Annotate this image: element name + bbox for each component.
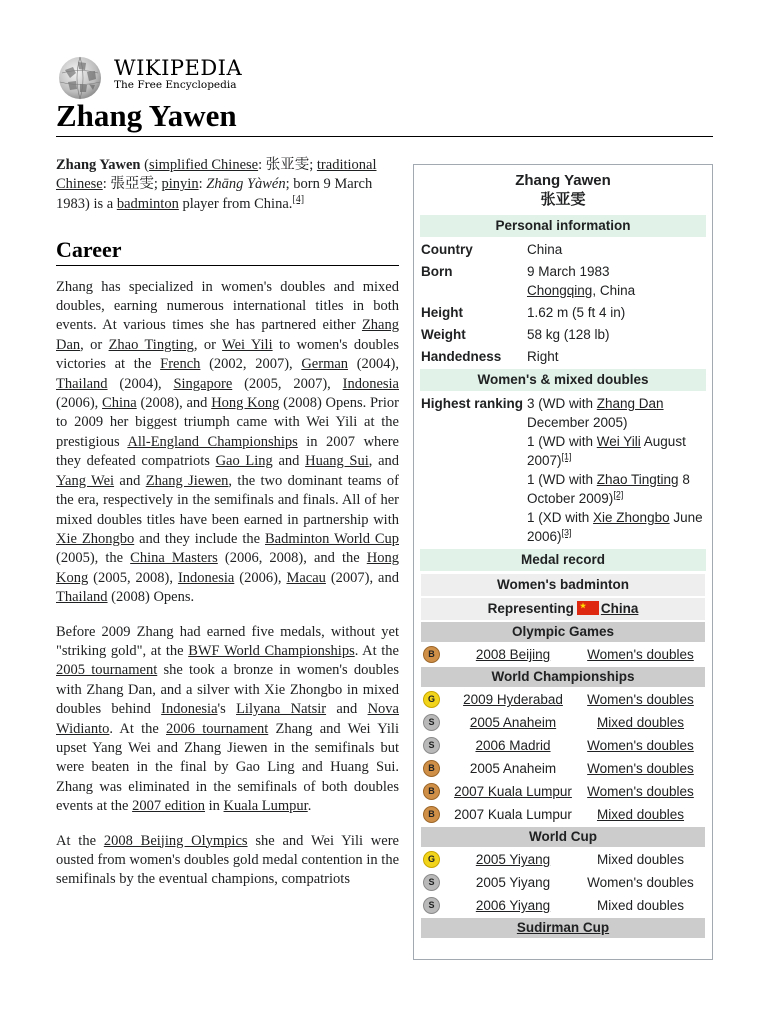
medal-place[interactable]: 2007 Kuala Lumpur xyxy=(454,784,572,799)
wikipedia-tagline: The Free Encyclopedia xyxy=(114,79,237,91)
reference-3[interactable]: [3] xyxy=(561,527,572,538)
ranking-item xyxy=(527,508,706,546)
medal-event-cell xyxy=(576,805,705,824)
medal-place: 2007 Kuala Lumpur xyxy=(454,807,572,822)
medal-sport: Women's badminton xyxy=(421,574,705,596)
text: in 2007 where they defeated compatriots xyxy=(56,433,399,470)
medal-row xyxy=(421,644,705,665)
medal-event-cell xyxy=(576,759,705,778)
career-paragraph-3 xyxy=(56,832,399,890)
text: 1 (WD with xyxy=(527,472,597,487)
medal-place[interactable]: 2006 Madrid xyxy=(475,738,551,753)
medal-event[interactable]: Mixed doubles xyxy=(596,807,685,822)
medal-row xyxy=(421,872,705,893)
text: December 2005) xyxy=(527,415,628,430)
medal-row xyxy=(421,712,705,733)
medal-row xyxy=(421,735,705,756)
medal-place-cell xyxy=(450,873,576,892)
medal-event[interactable]: Women's doubles xyxy=(587,784,694,799)
link-nova-widianto[interactable]: Nova Widianto xyxy=(56,701,399,737)
text: , China xyxy=(592,283,636,298)
medal-icon: B xyxy=(423,783,440,800)
doubles-header: Women's & mixed doubles xyxy=(420,369,706,391)
medal-event-header: World Cup xyxy=(421,827,705,847)
infobox-row-country xyxy=(420,240,706,259)
link-china-team[interactable]: China xyxy=(600,601,639,616)
pinyin-value: Zhāng Yàwén xyxy=(206,176,286,193)
link-badminton-world-cup[interactable]: Badminton World Cup xyxy=(264,530,400,547)
reference-1[interactable]: [1] xyxy=(561,451,572,462)
link-zhao-tingting[interactable]: Zhao Tingting xyxy=(108,336,194,353)
link-thailand-open-2[interactable]: Thailand xyxy=(56,589,108,606)
link-chongqing[interactable]: Chongqing xyxy=(527,283,593,298)
link-ranking-partner[interactable]: Wei Yili xyxy=(596,434,641,449)
link-all-england[interactable]: All-England Championships xyxy=(127,433,298,450)
text: . xyxy=(307,798,312,815)
ranking-list xyxy=(527,394,706,546)
medal-event: Mixed doubles xyxy=(596,852,685,867)
medal-row xyxy=(421,849,705,870)
medal-row xyxy=(421,804,705,825)
medal-event: Women's doubles xyxy=(587,875,694,890)
link-china-open[interactable]: China xyxy=(102,395,137,412)
text: to women's doubles victories at the xyxy=(56,336,399,373)
text: Before 2009 Zhang had earned five medals, without yet "striking gold", at the xyxy=(56,623,399,659)
text: 1 (WD with xyxy=(527,434,597,449)
medal-place-cell xyxy=(450,896,576,915)
text: and xyxy=(272,453,306,470)
medal-place[interactable]: 2006 Yiyang xyxy=(475,898,551,913)
birth-date: 9 March 1983 xyxy=(527,264,610,279)
reference-2[interactable]: [2] xyxy=(613,489,624,500)
text: and they include the xyxy=(134,530,265,547)
page-title: Zhang Yawen xyxy=(56,98,237,133)
link-2007-edition[interactable]: 2007 edition xyxy=(132,798,206,815)
text: . At the xyxy=(109,720,167,737)
ranking-item xyxy=(527,470,706,508)
medal-place-cell xyxy=(450,736,576,755)
text: , or xyxy=(80,336,109,353)
intro-paragraph xyxy=(56,156,399,214)
text: (2002, 2007), xyxy=(200,356,302,373)
link-zhang-dan[interactable]: Zhang Dan xyxy=(56,317,399,353)
medal-event[interactable]: Women's doubles xyxy=(587,738,694,753)
medal-place-cell xyxy=(450,850,576,869)
medal-icon: S xyxy=(423,874,440,891)
china-flag-icon: ★ xyxy=(577,601,599,615)
infobox-value: 1.62 m (5 ft 4 in) xyxy=(527,305,626,320)
text: (2005), the xyxy=(56,550,131,567)
career-paragraph-2 xyxy=(56,623,399,817)
medal-place-cell xyxy=(450,713,576,732)
wikipedia-logo[interactable] xyxy=(56,54,256,96)
infobox-label: Highest ranking xyxy=(421,396,524,411)
infobox-native-name: 张亚雯 xyxy=(540,191,586,208)
medal-place: 2005 Anaheim xyxy=(469,761,557,776)
subject-name: Zhang Yawen xyxy=(56,157,141,173)
text: 8 October 2009) xyxy=(527,472,690,506)
text: (2006), xyxy=(56,395,103,412)
medal-events xyxy=(420,622,706,938)
medal-record-header: Medal record xyxy=(420,549,706,571)
text: 's xyxy=(217,701,237,718)
medal-icon: B xyxy=(423,806,440,823)
infobox-label: Handedness xyxy=(421,349,502,364)
medal-place[interactable]: 2008 Beijing xyxy=(475,647,551,662)
text: June 2006) xyxy=(527,510,703,544)
link-simplified-chinese[interactable]: simplified Chinese xyxy=(148,157,259,173)
link-badminton[interactable]: badminton xyxy=(116,195,179,212)
medal-event[interactable]: Mixed doubles xyxy=(596,715,685,730)
medal-place: 2005 Yiyang xyxy=(475,875,551,890)
medal-place[interactable]: 2005 Anaheim xyxy=(469,715,557,730)
link-french-open[interactable]: French xyxy=(160,356,201,373)
infobox-row-highest-ranking xyxy=(420,394,706,546)
medal-event[interactable]: Women's doubles xyxy=(587,647,694,662)
medal-event-cell xyxy=(576,690,705,709)
infobox-label: Weight xyxy=(421,327,466,342)
personal-information-header: Personal information xyxy=(420,215,706,237)
medal-icon: S xyxy=(423,897,440,914)
medal-place-cell xyxy=(450,782,576,801)
text: ( xyxy=(140,157,149,173)
link-ranking-partner[interactable]: Zhao Tingting xyxy=(596,472,679,487)
section-heading-career: Career xyxy=(56,240,399,265)
text: (2004), xyxy=(348,356,399,373)
text: (2008), and xyxy=(136,395,212,412)
text: (2005, 2008), xyxy=(88,569,178,586)
text: Representing xyxy=(487,601,574,616)
career-paragraph-1 xyxy=(56,278,399,608)
link-lilyana-natsir[interactable]: Lilyana Natsir xyxy=(236,701,327,718)
text: (2004), xyxy=(107,375,174,392)
ranking-item xyxy=(527,394,706,432)
infobox-value: Right xyxy=(527,349,559,364)
text: , or xyxy=(193,336,223,353)
medal-record xyxy=(420,574,706,938)
link-2008-beijing-olympics[interactable]: 2008 Beijing Olympics xyxy=(103,832,248,849)
text: . At the xyxy=(354,642,399,659)
medal-icon: S xyxy=(423,714,440,731)
medal-place-cell xyxy=(450,759,576,778)
text: , and xyxy=(368,453,400,470)
infobox-row-weight xyxy=(420,325,706,344)
medal-event: Mixed doubles xyxy=(596,898,685,913)
text: ; born 9 March 1983) is a xyxy=(56,176,373,212)
link-ranking-partner[interactable]: Xie Zhongbo xyxy=(593,510,670,525)
link-singapore-open[interactable]: Singapore xyxy=(173,375,233,392)
infobox-name: Zhang Yawen xyxy=(515,172,611,189)
link-kuala-lumpur[interactable]: Kuala Lumpur xyxy=(223,798,308,815)
medal-row xyxy=(421,689,705,710)
text: : 張亞雯; xyxy=(102,176,162,193)
medal-row xyxy=(421,895,705,916)
medal-event-cell xyxy=(576,873,705,892)
medal-event-cell xyxy=(576,850,705,869)
text: she and Wei Yili were ousted from women's doubles gold medal contention in the semifinals by the eventual champions, compatriots xyxy=(56,832,399,888)
link-indonesia-open-2[interactable]: Indonesia xyxy=(177,569,235,586)
medal-icon: B xyxy=(423,760,440,777)
infobox-row-handedness xyxy=(420,347,706,366)
medal-representing xyxy=(421,598,705,620)
link-indonesia-open[interactable]: Indonesia xyxy=(342,375,399,392)
infobox-row-height xyxy=(420,303,706,322)
text: : 张亚雯; xyxy=(258,157,317,173)
medal-row xyxy=(421,781,705,802)
reference-4[interactable]: [4] xyxy=(292,193,305,205)
link-german-open[interactable]: German xyxy=(301,356,349,373)
medal-icon: B xyxy=(423,646,440,663)
link-gao-ling[interactable]: Gao Ling xyxy=(215,453,273,470)
text: 1 (XD with xyxy=(527,510,594,525)
text: she took a bronze in women's doubles with Zhang Dan, and a silver with Xie Zhongbo in mixed doubles behind xyxy=(56,662,399,718)
text: (2008) Opens. Prior to 2009 her biggest triumph came with Wei Yili at the prestigious xyxy=(56,395,399,450)
text: player from China. xyxy=(178,195,293,212)
medal-place-cell xyxy=(450,690,576,709)
link-zhang-jiewen[interactable]: Zhang Jiewen xyxy=(145,472,229,489)
link-hong-kong-open-2[interactable]: Hong Kong xyxy=(56,550,399,586)
text: 3 (WD with xyxy=(527,396,597,411)
text: Zhang and Wei Yili upset Yang Wei and Zhang Jiewen in the semifinals but were beaten in the final by Gao Ling and Huang Sui. Zhang was eliminated in the semifinals of both doubles events at the xyxy=(56,720,399,815)
link-china-masters[interactable]: China Masters xyxy=(130,550,218,567)
birth-place xyxy=(527,281,706,300)
medal-event-cell xyxy=(576,713,705,732)
infobox-row-born xyxy=(420,262,706,300)
wikipedia-globe-icon xyxy=(56,54,104,100)
medal-place-cell xyxy=(450,805,576,824)
link-thailand-open[interactable]: Thailand xyxy=(56,375,108,392)
text: Zhang has specialized in women's doubles and mixed doubles, earning numerous international titles in both events. At various times she has partnered either xyxy=(56,278,399,334)
medal-icon: S xyxy=(423,737,440,754)
text: and xyxy=(114,472,146,489)
infobox-value: China xyxy=(527,242,563,257)
link-indonesia[interactable]: Indonesia xyxy=(161,701,218,718)
text: (2007), and xyxy=(325,569,399,586)
infobox xyxy=(413,164,713,960)
link-macau-open[interactable]: Macau xyxy=(286,569,326,586)
link-huang-sui[interactable]: Huang Sui xyxy=(305,453,369,470)
ranking-item xyxy=(527,432,706,470)
medal-event-cell xyxy=(576,736,705,755)
link-2006-tournament[interactable]: 2006 tournament xyxy=(166,720,269,737)
title-divider xyxy=(56,136,713,137)
infobox-label: Height xyxy=(421,305,463,320)
link-bwf-world-championships[interactable]: BWF World Championships xyxy=(188,642,355,659)
infobox-label: Born xyxy=(421,264,453,279)
wikipedia-wordmark: WIKIPEDIA xyxy=(114,56,243,80)
medal-event-cell xyxy=(576,782,705,801)
text: At the xyxy=(56,832,104,849)
infobox-title xyxy=(420,171,706,209)
medal-event-header: Olympic Games xyxy=(421,622,705,642)
text: August 2007) xyxy=(527,434,686,468)
text: and xyxy=(326,701,368,718)
medal-event-cell xyxy=(576,645,705,664)
link-2005-tournament[interactable]: 2005 tournament xyxy=(56,662,158,679)
medal-place[interactable]: 2005 Yiyang xyxy=(475,852,551,867)
link-traditional-chinese[interactable]: traditional Chinese xyxy=(56,157,377,193)
medal-event-header: World Championships xyxy=(421,667,705,687)
medal-place-cell xyxy=(450,645,576,664)
medal-event-header[interactable]: Sudirman Cup xyxy=(421,918,705,938)
text: (2006), xyxy=(234,569,287,586)
link-xie-zhongbo[interactable]: Xie Zhongbo xyxy=(56,530,135,547)
article-body xyxy=(56,156,399,905)
medal-row xyxy=(421,758,705,779)
text: : xyxy=(198,176,207,193)
medal-event[interactable]: Women's doubles xyxy=(587,692,694,707)
text: , the two dominant teams of the era, respectively in the semifinals and finals. All of her mixed doubles titles have been earned in partnership with xyxy=(56,472,400,528)
medal-icon: G xyxy=(423,851,440,868)
link-yang-wei[interactable]: Yang Wei xyxy=(56,472,115,489)
medal-icon: G xyxy=(423,691,440,708)
link-wei-yili[interactable]: Wei Yili xyxy=(222,336,273,353)
medal-place[interactable]: 2009 Hyderabad xyxy=(463,692,563,707)
medal-event-cell xyxy=(576,896,705,915)
text: (2005, 2007), xyxy=(232,375,343,392)
text: (2006, 2008), and the xyxy=(217,550,367,567)
infobox-value: 58 kg (128 lb) xyxy=(527,327,610,342)
text: in xyxy=(205,798,224,815)
link-hong-kong-open[interactable]: Hong Kong xyxy=(211,395,280,412)
infobox-label: Country xyxy=(421,242,473,257)
link-ranking-partner[interactable]: Zhang Dan xyxy=(596,396,664,411)
link-pinyin[interactable]: pinyin xyxy=(161,176,199,193)
medal-event[interactable]: Women's doubles xyxy=(587,761,694,776)
text: (2008) Opens. xyxy=(107,589,195,606)
infobox-value xyxy=(527,262,706,300)
